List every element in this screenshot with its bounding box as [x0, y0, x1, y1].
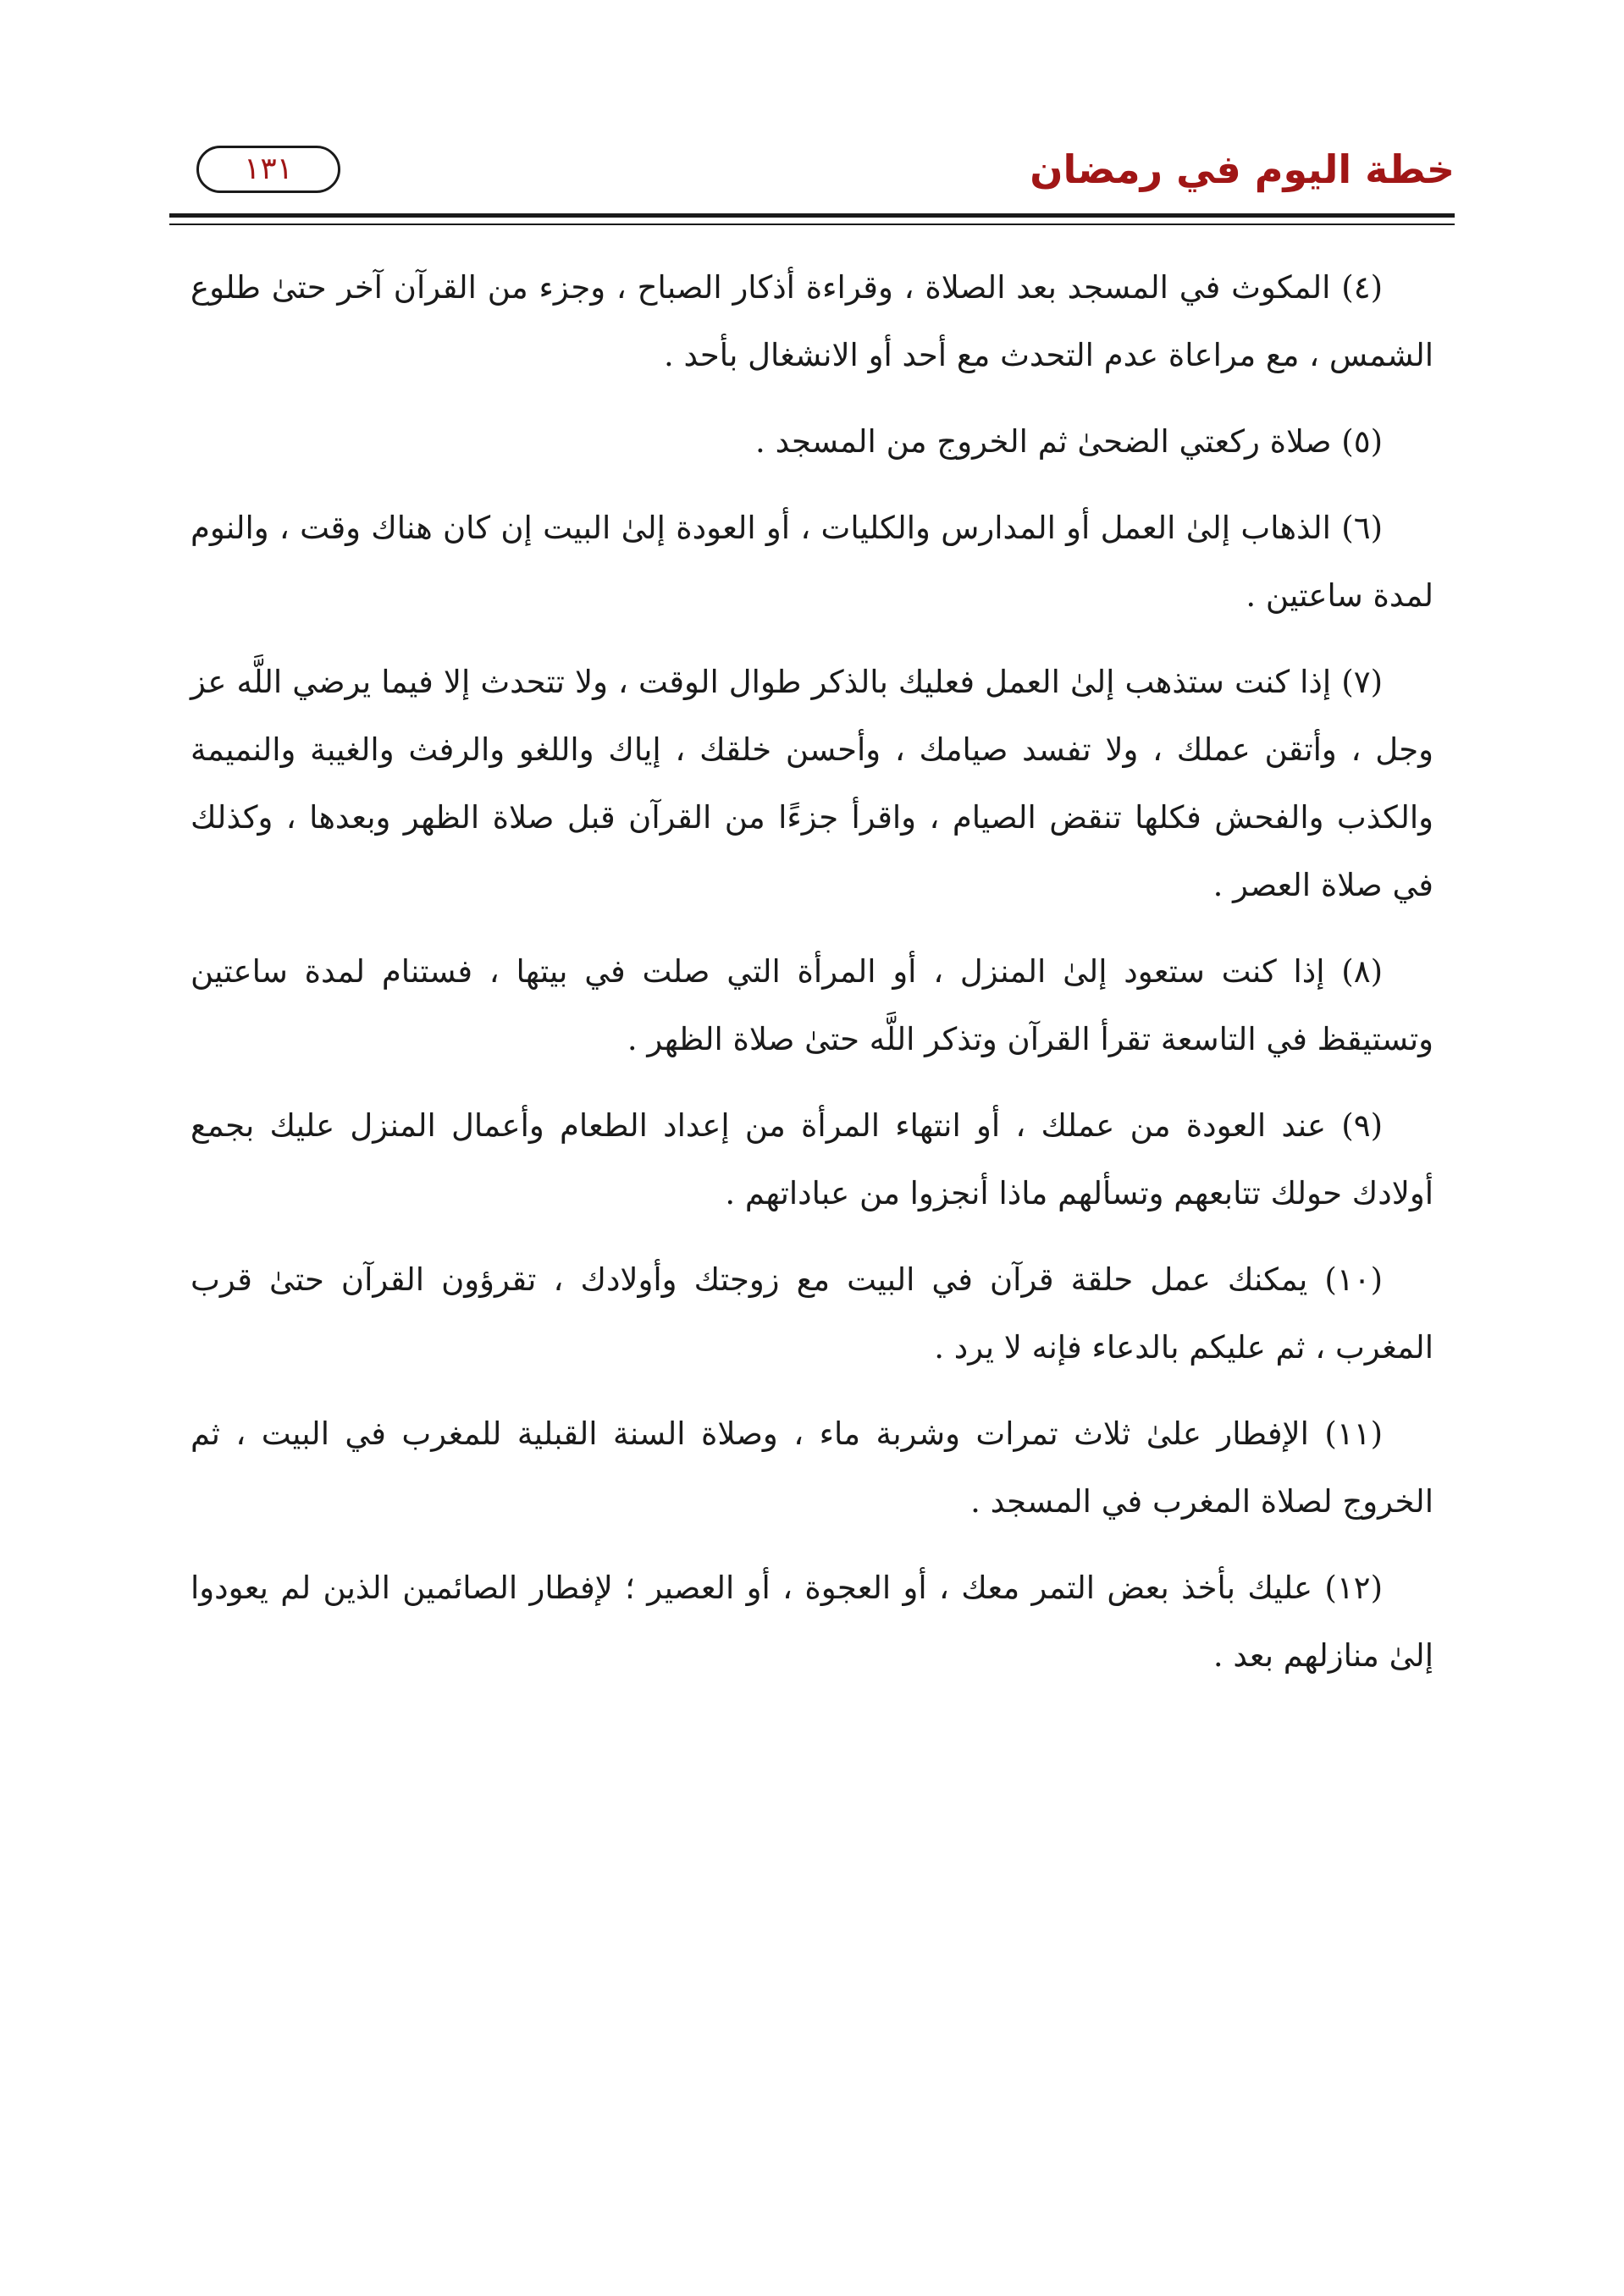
body-text	[191, 254, 1433, 1708]
page-number-frame	[196, 146, 340, 193]
page-header	[169, 127, 1455, 207]
paragraph-item-8: (٨) إذا كنت ستعود إلىٰ المنزل ، أو المرأة التي صلت في بيتها ، فستنام لمدة ساعتين وتستيقظ في التاسعة تقرأ القرآن وتذكر اللَّه حتىٰ صلاة الظهر .	[191, 953, 1433, 1057]
paragraph-item-5: (٥) صلاة ركعتي الضحىٰ ثم الخروج من المسجد .	[755, 423, 1383, 460]
header-rule-thick	[169, 213, 1455, 218]
paragraph-item-6: (٦) الذهاب إلىٰ العمل أو المدارس والكليات ، أو العودة إلىٰ البيت إن كان هناك وقت ، والنوم لمدة ساعتين .	[191, 510, 1433, 614]
page-number: ١٣١	[244, 152, 294, 186]
running-title: خطة اليوم في رمضان	[1030, 146, 1455, 192]
paragraph-item-10: (١٠) يمكنك عمل حلقة قرآن في البيت مع زوجتك وأولادك ، تقرؤون القرآن حتىٰ قرب المغرب ، ثم عليكم بالدعاء فإنه لا يرد .	[191, 1261, 1433, 1366]
paragraph-item-11: (١١) الإفطار علىٰ ثلاث تمرات وشربة ماء ، وصلاة السنة القبلية للمغرب في البيت ، ثم الخروج لصلاة المغرب في المسجد .	[191, 1416, 1433, 1520]
paragraph-item-9: (٩) عند العودة من عملك ، أو انتهاء المرأة من إعداد الطعام وأعمال المنزل عليك بجمع أولادك حولك تتابعهم وتسألهم ماذا أنجزوا من عباداتهم .	[191, 1107, 1433, 1211]
header-rule-thin	[169, 224, 1455, 225]
paragraph-item-7: (٧) إذا كنت ستذهب إلىٰ العمل فعليك بالذكر طوال الوقت ، ولا تتحدث إلا فيما يرضي اللَّه عز وجل ، وأتقن عملك ، ولا تفسد صيامك ، وأحسن خلقك ، إياك واللغو والرفث والغيبة والنميمة والكذب والفحش فكلها تنقض الصيام ، واقرأ جزءًا من القرآن قبل صلاة الظهر وبعدها ، وكذلك في صلاة العصر .	[191, 664, 1433, 903]
paragraph-item-12: (١٢) عليك بأخذ بعض التمر معك ، أو العجوة ، أو العصير ؛ لإفطار الصائمين الذين لم يعودوا إلىٰ منازلهم بعد .	[191, 1570, 1433, 1674]
paragraph-item-4: (٤) المكوث في المسجد بعد الصلاة ، وقراءة أذكار الصباح ، وجزء من القرآن آخر حتىٰ طلوع الشمس ، مع مراعاة عدم التحدث مع أحد أو الانشغال بأحد .	[191, 269, 1433, 373]
